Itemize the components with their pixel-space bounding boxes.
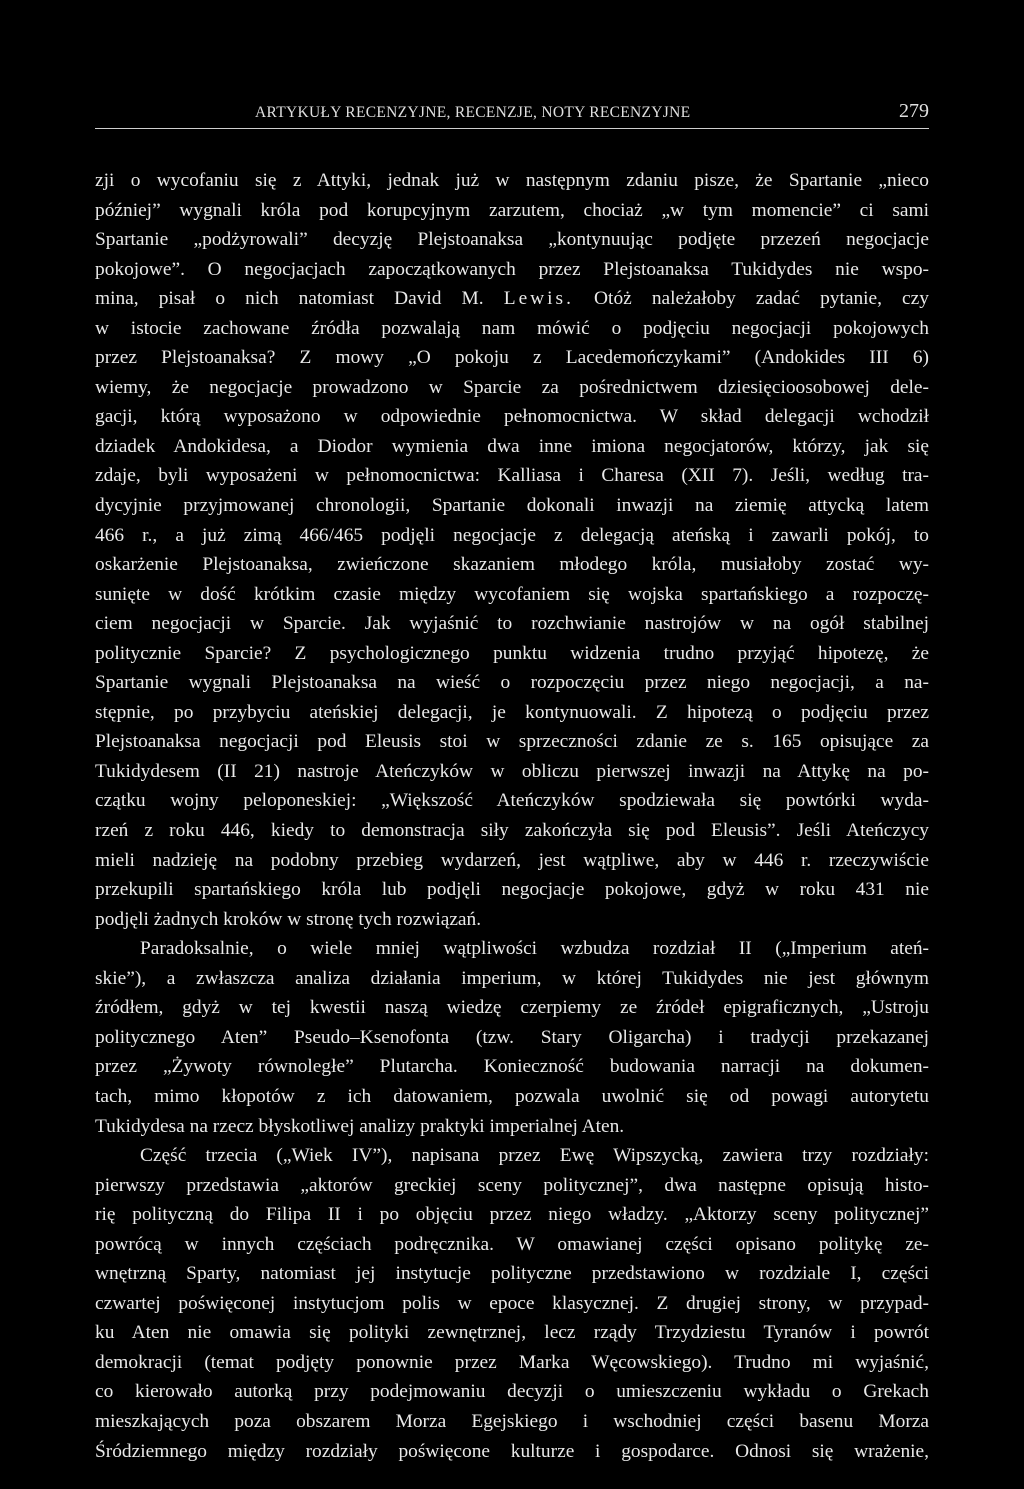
text-line: sunięte w dość krótkim czasie między wycofaniem się wojska spartańskiego a rozpoczę- xyxy=(95,583,929,605)
text-line: Śródziemnego między rozdziały poświęcone kulturze i gospodarce. Odnosi się wrażenie, xyxy=(95,1440,929,1462)
text-line: gacji, którą wyposażono w odpowiednie pełnomocnictwa. W skład delegacji wchodził xyxy=(95,406,929,428)
text-line: Tukidydesa na rzecz błyskotliwej analizy praktyki imperialnej Aten. xyxy=(95,1115,625,1137)
running-head: ARTYKUŁY RECENZYJNE, RECENZJE, NOTY RECENZYJNE xyxy=(255,104,691,121)
text-line: oskarżenie Plejstoanaksa, zwieńczone skazaniem młodego króla, musiałoby zostać wy- xyxy=(95,554,929,576)
text-line: pokojowe”. O negocjacjach zapoczątkowanych przez Plejstoanaksa Tukidydes nie wspo- xyxy=(95,258,929,280)
text-line: czątku wojny peloponeskiej: „Większość Ateńczyków spodziewała się powtórki wyda- xyxy=(95,790,929,812)
text-line: co kierowało autorką przy podejmowaniu decyzji o umieszczeniu wykładu o Grekach xyxy=(95,1381,929,1403)
text-line: skie”), a zwłaszcza analiza działania imperium, w której Tukidydes nie jest głównym xyxy=(95,967,929,989)
text-line: 466 r., a już zimą 466/465 podjęli negocjacje z delegacją ateńską i zawarli pokój, to xyxy=(95,524,929,546)
text-line: rzeń z roku 446, kiedy to demonstracja siły zakończyła się pod Eleusis”. Jeśli Ateńczycy xyxy=(95,820,929,842)
text-line: demokracji (temat podjęty ponownie przez Marka Węcowskiego). Trudno mi wyjaśnić, xyxy=(95,1351,929,1373)
text-line: ciem negocjacji w Sparcie. Jak wyjaśnić to rozchwianie nastrojów w na ogół stabilnej xyxy=(95,613,929,635)
page-header xyxy=(95,98,929,129)
text-line: powrócą w innych częściach podręcznika. W omawianej części opisano politykę ze- xyxy=(95,1233,929,1255)
text-line: wiemy, że negocjacje prowadzono w Sparcie za pośrednictwem dziesięcioosobowej dele- xyxy=(95,376,929,398)
text-line: przekupili spartańskiego króla lub podjęli negocjacje pokojowe, gdyż w roku 431 nie xyxy=(95,879,929,901)
text-line xyxy=(95,284,929,314)
text-line: Spartanie wygnali Plejstoanaksa na wieść o rozpoczęciu przez niego negocjacji, a na- xyxy=(95,672,929,694)
text-line: dziadek Andokidesa, a Diodor wymienia dwa inne imiona negocjatorów, którzy, jak się xyxy=(95,435,929,457)
text-line: politycznie Sparcie? Z psychologicznego punktu widzenia trudno przyjąć hipotezę, że xyxy=(95,642,929,664)
text-line: Tukidydesem (II 21) nastroje Ateńczyków w obliczu pierwszej inwazji na Attykę na po- xyxy=(95,760,929,782)
text-segment: Otóż należałoby zadać pytanie, czy xyxy=(594,288,929,310)
text-line: tach, mimo kłopotów z ich datowaniem, pozwala uwolnić się od powagi autorytetu xyxy=(95,1085,929,1107)
text-line: dycyjnie przyjmowanej chronologii, Spartanie dokonali inwazji na ziemię attycką latem xyxy=(95,495,929,517)
text-line: zdaje, byli wyposażeni w pełnomocnictwa: Kalliasa i Charesa (XII 7). Jeśli, według tra- xyxy=(95,465,929,487)
paragraph xyxy=(95,166,929,934)
author-name-spaced: Lewis. xyxy=(503,288,574,310)
text-line: przez Plejstoanaksa? Z mowy „O pokoju z Lacedemończykami” (Andokides III 6) xyxy=(95,347,929,369)
text-line: zji o wycofaniu się z Attyki, jednak już w następnym zdaniu pisze, że Spartanie „nieco xyxy=(95,170,929,191)
text-line: później” wygnali króla pod korupcyjnym zarzutem, chociaż „w tym momencie” ci sami xyxy=(95,199,929,221)
text-line: w istocie zachowane źródła pozwalają nam mówić o podjęciu negocjacji pokojowych xyxy=(95,317,929,339)
text-line: przez „Żywoty równoległe” Plutarcha. Konieczność budowania narracji na dokumen- xyxy=(95,1056,929,1078)
text-line: Paradoksalnie, o wiele mniej wątpliwości wzbudza rozdział II („Imperium ateń- xyxy=(140,938,929,960)
text-line: mieli nadzieję na podobny przebieg wydarzeń, jest wątpliwe, aby w 446 r. rzeczywiście xyxy=(95,849,929,871)
text-line: Spartanie „podżyrowali” decyzję Plejstoanaksa „kontynuując podjęte przezeń negocjacje xyxy=(95,229,929,251)
text-line: rię polityczną do Filipa II i po objęciu przez niego władzy. „Aktorzy sceny politycznej” xyxy=(95,1204,929,1226)
text-line: wnętrzną Sparty, natomiast jej instytucje polityczne przedstawiono w rozdziale I, części xyxy=(95,1263,929,1285)
paragraph xyxy=(95,934,929,1141)
text-line: Plejstoanaksa negocjacji pod Eleusis stoi w sprzeczności zdanie ze s. 165 opisujące za xyxy=(95,731,929,753)
paragraph xyxy=(95,1141,929,1466)
page-number: 279 xyxy=(899,100,929,122)
text-segment: mina, pisał o nich natomiast David M. xyxy=(95,288,484,310)
text-line: Część trzecia („Wiek IV”), napisana przez Ewę Wipszycką, zawiera trzy rozdziały: xyxy=(140,1145,929,1167)
text-line: źródłem, gdyż w tej kwestii naszą wiedzę czerpiemy ze źródeł epigraficznych, „Ustroju xyxy=(95,997,929,1019)
text-line: pierwszy przedstawia „aktorów greckiej sceny politycznej”, dwa następne opisują histo- xyxy=(95,1174,929,1196)
text-line: mieszkających poza obszarem Morza Egejskiego i wschodniej części basenu Morza xyxy=(95,1410,929,1432)
text-line: czwartej poświęconej instytucjom polis w epoce klasycznej. Z drugiej strony, w przypad- xyxy=(95,1292,929,1314)
text-line: podjęli żadnych kroków w stronę tych rozwiązań. xyxy=(95,908,482,930)
text-line: politycznego Aten” Pseudo–Ksenofonta (tzw. Stary Oligarcha) i tradycji przekazanej xyxy=(95,1026,929,1048)
text-line: stępnie, po przybyciu ateńskiej delegacji, je kontynuowali. Z hipotezą o podjęciu przez xyxy=(95,701,929,723)
text-line: ku Aten nie omawia się polityki zewnętrznej, lecz rządy Trzydziestu Tyranów i powrót xyxy=(95,1322,929,1344)
article-body xyxy=(95,166,929,1466)
